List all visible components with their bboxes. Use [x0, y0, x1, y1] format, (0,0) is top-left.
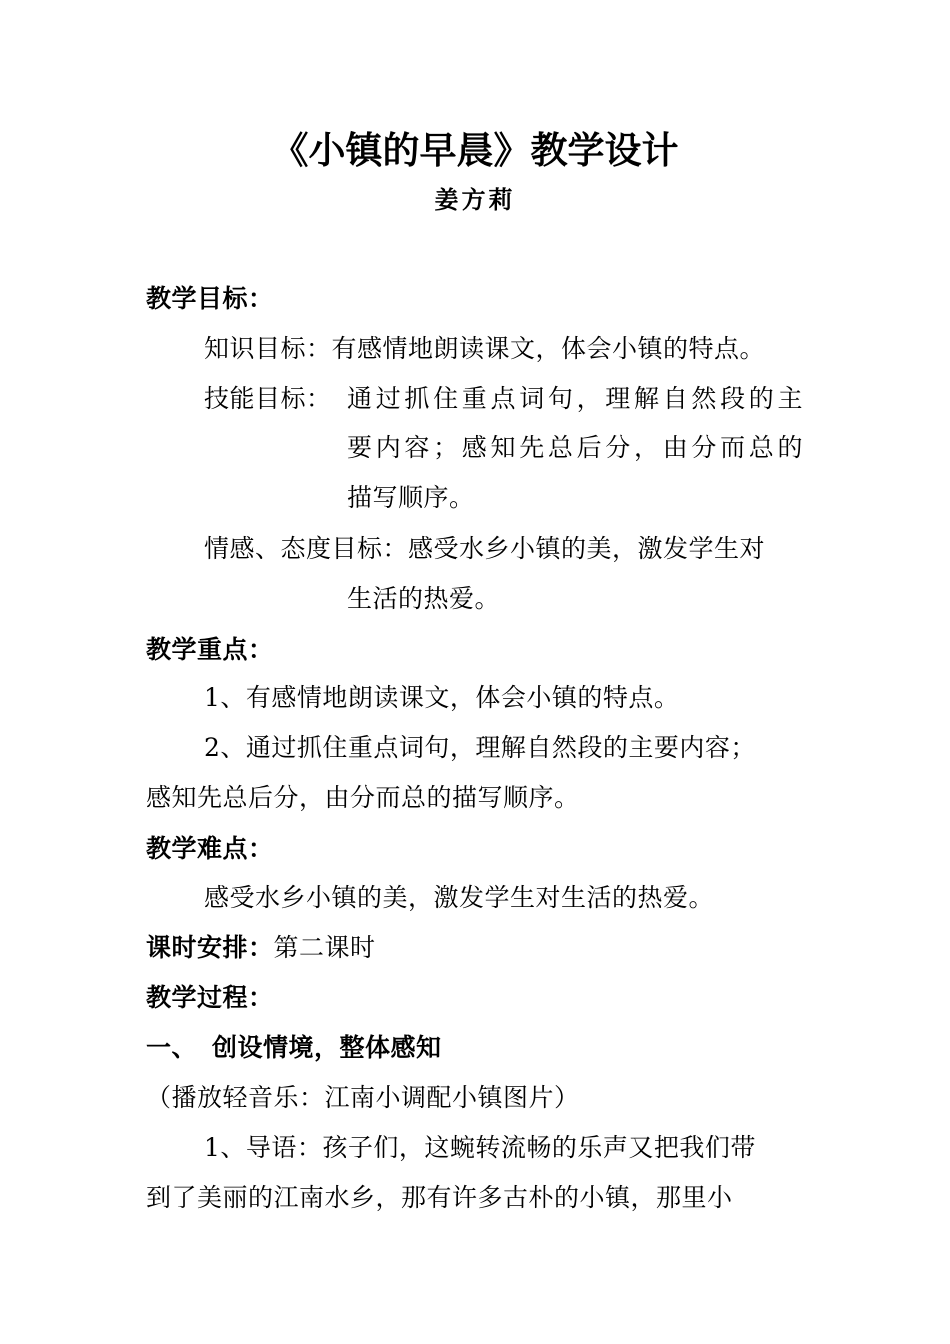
section-1-title: 创设情境，整体感知: [212, 1033, 442, 1062]
schedule-label: 课时安排：: [146, 933, 274, 962]
skill-goal-line-2: 要内容；感知先总后分，由分而总的: [347, 433, 803, 462]
emotion-goal-line-2: 生活的热爱。: [347, 584, 501, 613]
difficulty-heading: 教学难点：: [146, 834, 274, 863]
skill-goal-label: 技能目标：: [204, 384, 332, 413]
author-name: 姜方莉: [434, 185, 516, 214]
key-point-2-line-2: 感知先总后分，由分而总的描写顺序。: [146, 783, 580, 812]
emotion-goal-line-1: 情感、态度目标：感受水乡小镇的美，激发学生对: [204, 534, 766, 563]
skill-goal-line-1: 通过抓住重点词句，理解自然段的主: [347, 384, 803, 413]
key-point-1: 1、有感情地朗读课文，体会小镇的特点。: [204, 683, 680, 712]
schedule-value: 第二课时: [273, 933, 376, 962]
document-title: 《小镇的早晨》教学设计: [271, 129, 679, 172]
section-1-number: 一、: [146, 1033, 198, 1062]
intro-line-2: 到了美丽的江南水乡，那有许多古朴的小镇，那里小: [146, 1183, 733, 1212]
process-heading: 教学过程：: [146, 983, 274, 1012]
music-note: （播放轻音乐：江南小调配小镇图片）: [146, 1083, 580, 1112]
difficulty-text: 感受水乡小镇的美，激发学生对生活的热爱。: [204, 883, 715, 912]
skill-goal-line-3: 描写顺序。: [347, 483, 475, 512]
goals-heading: 教学目标：: [146, 284, 274, 313]
intro-line-1: 1、导语：孩子们，这蜿转流畅的乐声又把我们带: [204, 1133, 756, 1162]
key-points-heading: 教学重点：: [146, 635, 274, 664]
schedule-row: [146, 931, 376, 965]
key-point-2-line-1: 2、通过抓住重点词句，理解自然段的主要内容；: [204, 733, 756, 762]
knowledge-goal: 知识目标：有感情地朗读课文，体会小镇的特点。: [204, 334, 766, 363]
